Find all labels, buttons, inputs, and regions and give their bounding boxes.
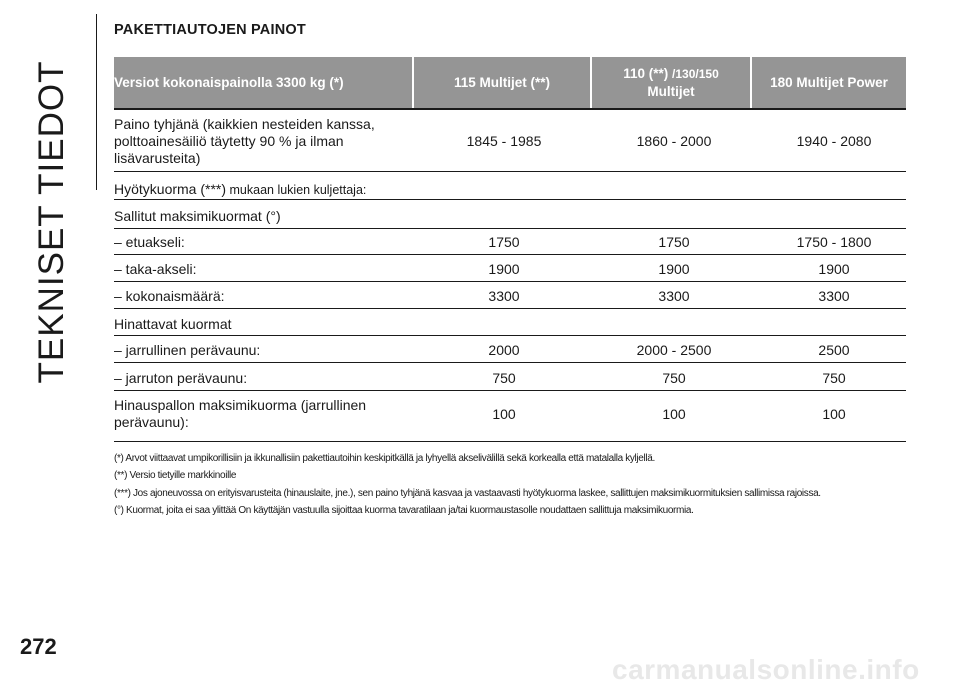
row-label: Hinauspallon maksimikuorma (jarrullinen perävaunu):: [114, 397, 367, 430]
header-bottom-rule: [114, 108, 906, 110]
row-value-110: 750: [662, 370, 686, 386]
footnote: (**) Versio tietyille markkinoille: [114, 470, 237, 482]
footnote: (°) Kuormat, joita ei saa ylittää On käyttäjän vastuulla sijoittaa kuorma tavaratilaan ja/tai kuormaustasolle noudattaen sallittuja maksimikuormia.: [114, 504, 694, 516]
header-110-130-150-multijet: [592, 57, 750, 108]
row-value-115: 2000: [488, 342, 520, 358]
table-row: [114, 261, 906, 282]
row-value-180: 3300: [818, 288, 850, 304]
header-180-multijet-power: [752, 57, 906, 108]
row-value-110: 1860 - 2000: [636, 133, 712, 149]
table-row: [114, 208, 906, 229]
row-label: – jarruton perävaunu:: [114, 370, 248, 386]
header-180-label: 180 Multijet Power: [770, 75, 888, 90]
footnotes: [114, 450, 914, 519]
row-label: – etuakseli:: [114, 234, 185, 250]
row-label: [114, 181, 714, 199]
table-row: [114, 181, 906, 200]
header-110-line2: Multijet: [647, 84, 695, 99]
row-label-small: mukaan lukien kuljettaja:: [226, 183, 367, 197]
table-row: [114, 397, 906, 442]
header-versions: [114, 57, 412, 108]
row-value-180: 1940 - 2080: [796, 133, 872, 149]
header-110-small: /130/150: [672, 67, 719, 81]
row-label: Hinattavat kuormat: [114, 316, 232, 332]
row-value-180: 2500: [818, 342, 850, 358]
row-value-110: 1900: [658, 261, 690, 277]
row-value-110: 2000 - 2500: [636, 342, 712, 358]
header-115-multijet: [414, 57, 590, 108]
table-row: [114, 342, 906, 363]
header-110-main: 110 (**): [623, 66, 669, 81]
table-row: [114, 288, 906, 309]
section-title: PAKETTIAUTOJEN PAINOT: [114, 22, 306, 38]
header-versions-label: Versiot kokonaispainolla 3300 kg (*): [114, 75, 344, 90]
side-divider: [96, 14, 97, 190]
table-row: [114, 316, 906, 336]
row-value-180: 1900: [818, 261, 850, 277]
side-section-title: TEKNISET TIEDOT: [32, 60, 71, 384]
table-row: [114, 116, 906, 172]
row-value-110: 3300: [658, 288, 690, 304]
row-label: Sallitut maksimikuormat (°): [114, 208, 281, 224]
row-value-115: 750: [492, 370, 516, 386]
row-value-180: 750: [822, 370, 846, 386]
row-label: Paino tyhjänä (kaikkien nesteiden kanssa, polttoainesäiliö täytetty 90 % ja ilman lisävarusteita): [114, 116, 375, 166]
table-row: [114, 370, 906, 391]
row-label: – taka-akseli:: [114, 261, 197, 277]
row-value-110: 1750: [658, 234, 690, 250]
row-value-115: 1900: [488, 261, 520, 277]
watermark: carmanualsonline.info: [612, 654, 920, 685]
row-label-main: Hyötykuorma (***): [114, 181, 227, 197]
row-value-115: 1750: [488, 234, 520, 250]
row-label: – kokonaismäärä:: [114, 288, 225, 304]
row-value-180: 1750 - 1800: [796, 234, 872, 250]
row-value-115: 100: [492, 406, 516, 422]
row-value-115: 3300: [488, 288, 520, 304]
row-value-110: 100: [662, 406, 686, 422]
footnote: (*) Arvot viittaavat umpikorillisiin ja ikkunallisiin pakettiautoihin keskipitkällä ja lyhyellä akselivälillä sekä korkealla että matalalla kyljellä.: [114, 453, 655, 464]
page-number: 272: [20, 634, 57, 659]
row-label: – jarrullinen perävaunu:: [114, 342, 261, 358]
header-110-line1: [623, 65, 719, 83]
row-value-180: 100: [822, 406, 846, 422]
header-115-label: 115 Multijet (**): [453, 75, 551, 90]
table-row: [114, 234, 906, 255]
table-header: [114, 57, 906, 108]
row-value-115: 1845 - 1985: [466, 133, 542, 149]
footnote: (***) Jos ajoneuvossa on erityisvarusteita (hinauslaite, jne.), sen paino tyhjänä kasvaa ja vastaavasti hyötykuorma laskee, sallittujen maksimikuormituksien sallimissa rajoissa.: [114, 487, 821, 499]
